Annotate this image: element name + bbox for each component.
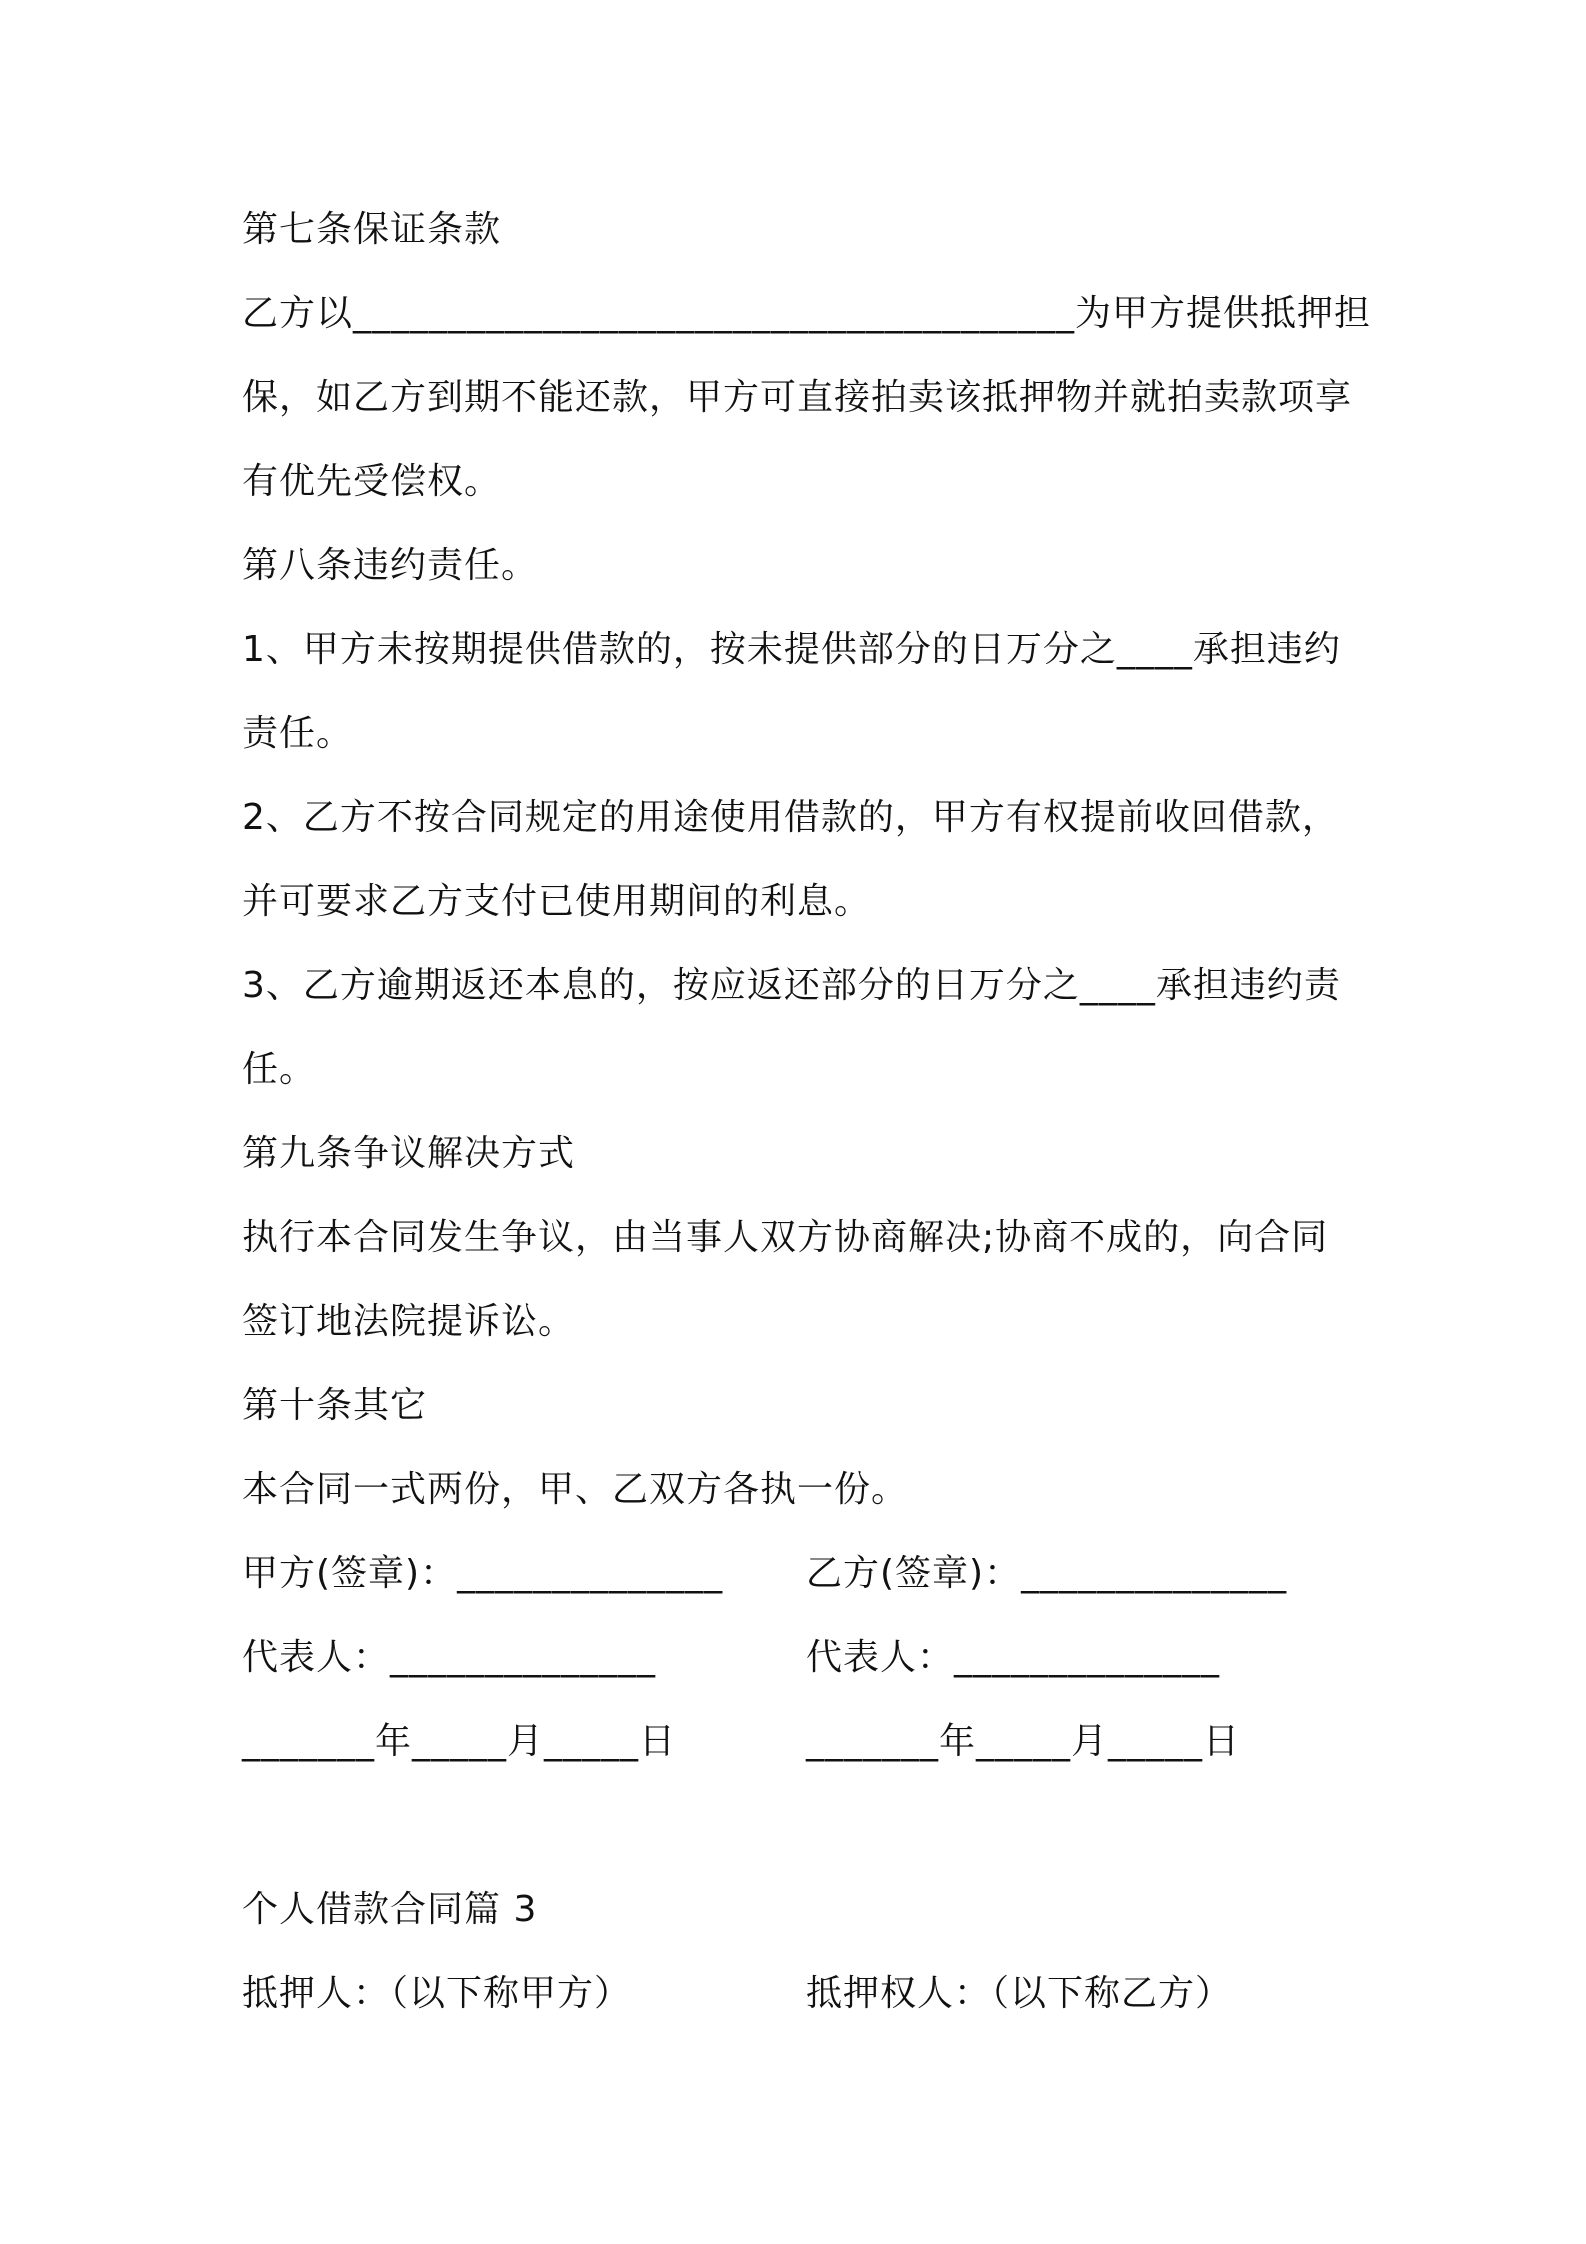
party-a-date: _______年_____月_____日 xyxy=(242,1721,676,1762)
mortgagor-label: 抵押人：（以下称甲方） xyxy=(242,1973,632,2014)
article-7-text-line-3: 有优先受偿权。 xyxy=(242,461,502,502)
article-7-text-line-1: 乙方以______________________________________为甲方提供抵押担 xyxy=(242,293,1372,334)
party-b-date: _______年_____月_____日 xyxy=(806,1721,1240,1762)
party-a-representative: 代表人：______________ xyxy=(242,1637,657,1678)
next-contract-title: 个人借款合同篇 3 xyxy=(242,1889,538,1930)
article-9-text-line-2: 签订地法院提诉讼。 xyxy=(242,1301,576,1342)
party-b-representative: 代表人：______________ xyxy=(806,1637,1221,1678)
party-a-seal: 甲方(签章)：______________ xyxy=(242,1553,724,1594)
article-8-item-3-line-2: 任。 xyxy=(242,1049,317,1090)
article-7-heading: 第七条保证条款 xyxy=(242,209,502,250)
mortgagee-label: 抵押权人：（以下称乙方） xyxy=(806,1973,1233,2014)
article-8-item-1-line-1: 1、甲方未按期提供借款的，按未提供部分的日万分之____承担违约 xyxy=(242,629,1341,670)
party-b-seal: 乙方(签章)：______________ xyxy=(806,1553,1288,1594)
article-10-heading: 第十条其它 xyxy=(242,1385,428,1426)
article-8-heading: 第八条违约责任。 xyxy=(242,545,539,586)
article-8-item-1-line-2: 责任。 xyxy=(242,713,354,754)
article-8-item-2-line-1: 2、乙方不按合同规定的用途使用借款的，甲方有权提前收回借款， xyxy=(242,797,1339,838)
article-8-item-2-line-2: 并可要求乙方支付已使用期间的利息。 xyxy=(242,881,872,922)
article-9-heading: 第九条争议解决方式 xyxy=(242,1133,576,1174)
article-10-text-line-1: 本合同一式两份，甲、乙双方各执一份。 xyxy=(242,1469,909,1510)
article-8-item-3-line-1: 3、乙方逾期返还本息的，按应返还部分的日万分之____承担违约责 xyxy=(242,965,1341,1006)
article-9-text-line-1: 执行本合同发生争议，由当事人双方协商解决;协商不成的，向合同 xyxy=(242,1217,1329,1258)
article-7-text-line-2: 保，如乙方到期不能还款，甲方可直接拍卖该抵押物并就拍卖款项享 xyxy=(242,377,1353,418)
